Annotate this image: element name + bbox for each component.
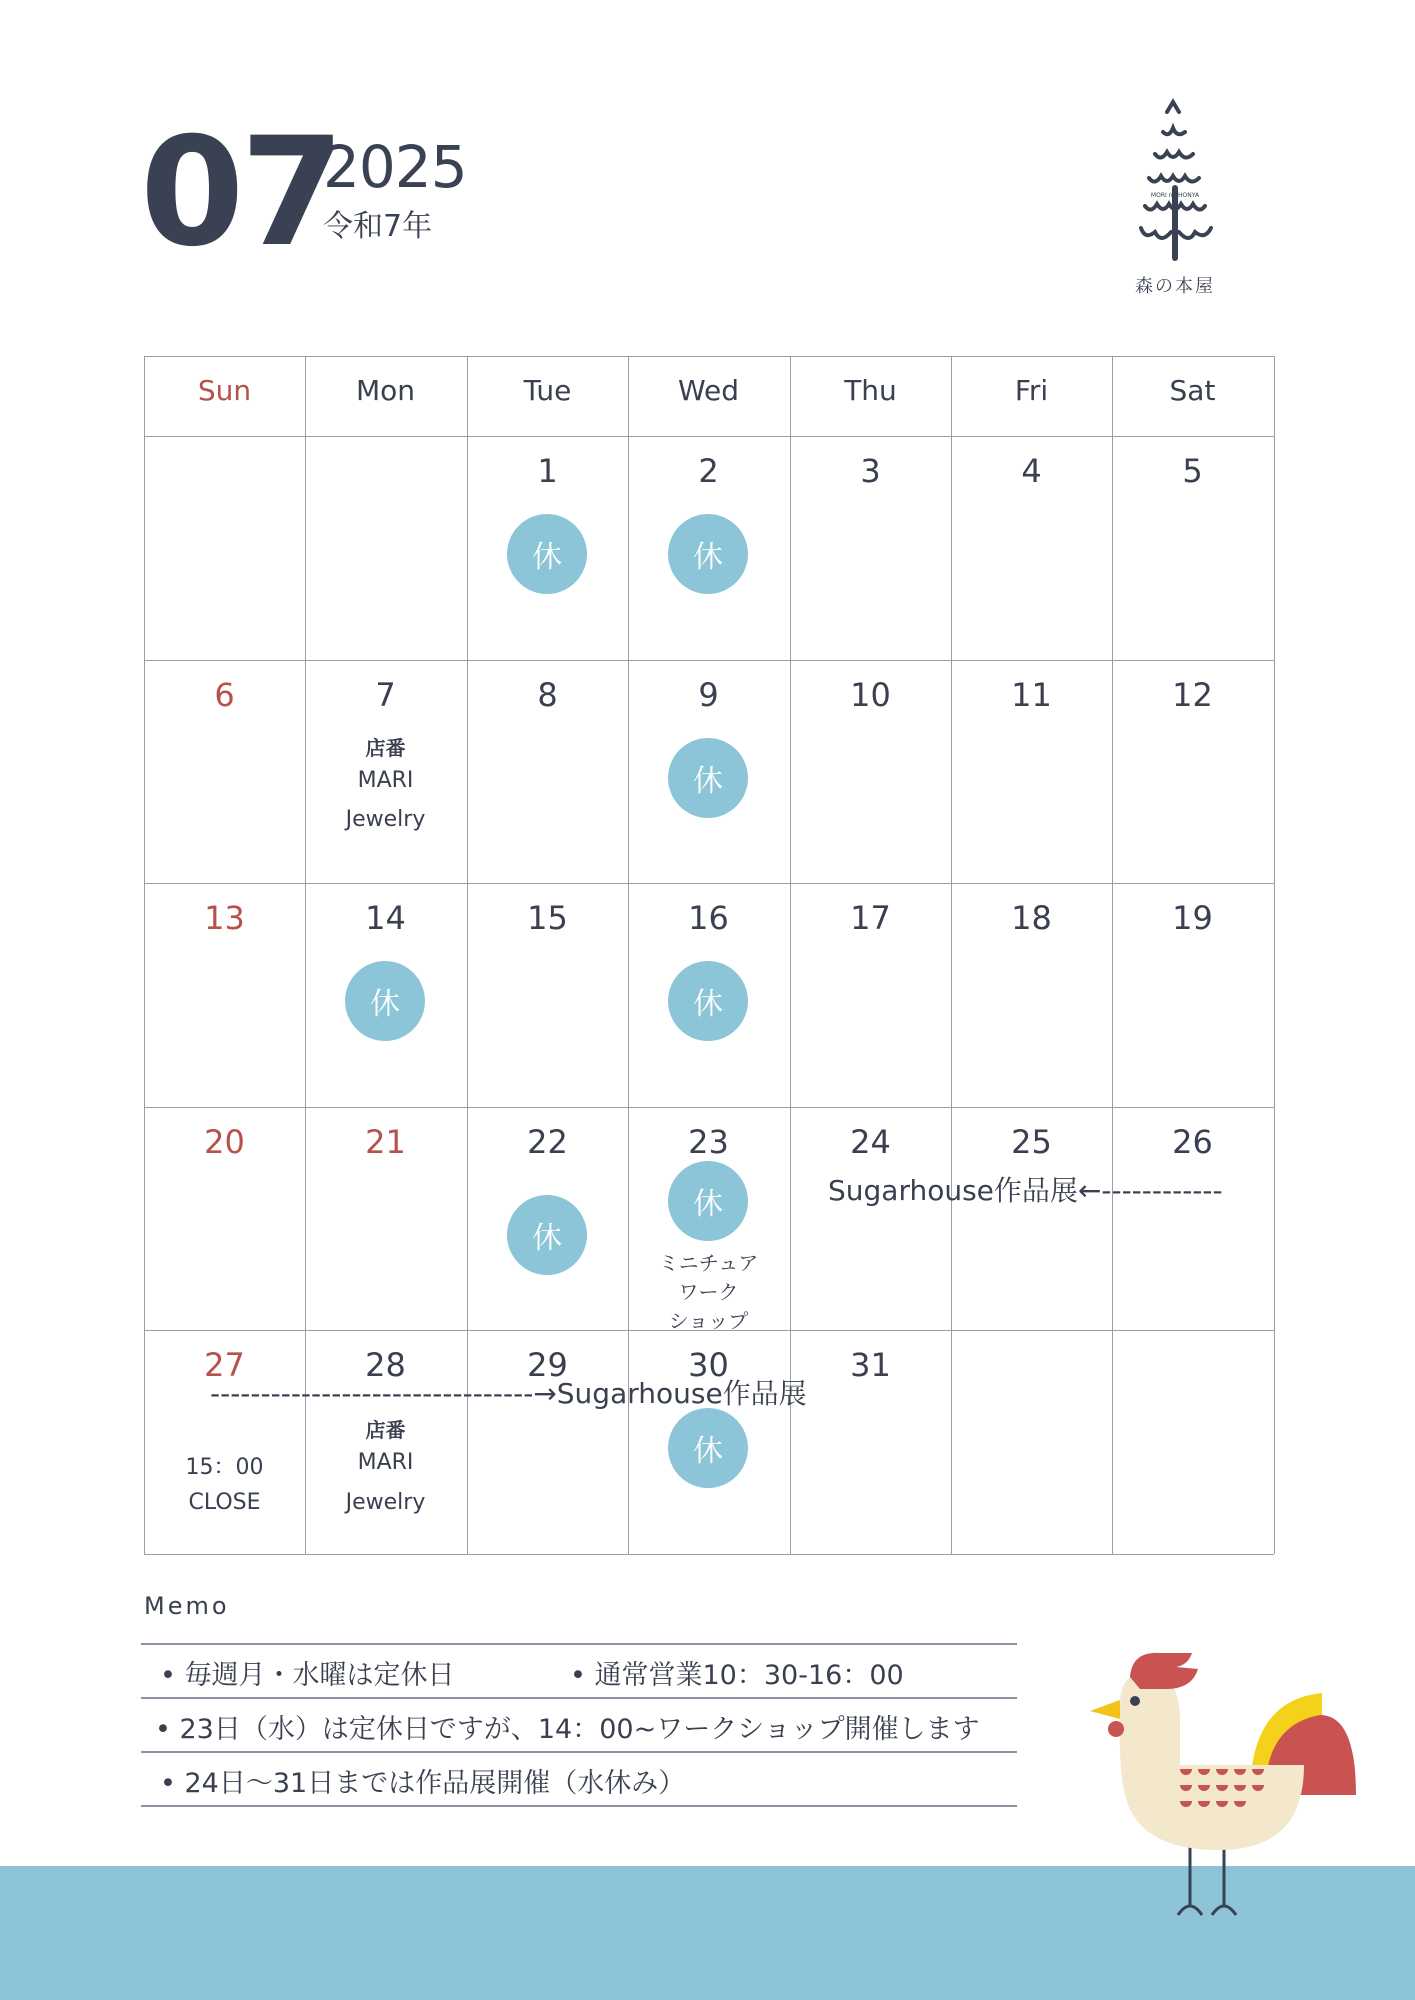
day-number: 8 bbox=[537, 676, 558, 714]
day-number: 6 bbox=[214, 676, 235, 714]
calendar-grid bbox=[144, 356, 1274, 1554]
day-note: ワーク bbox=[678, 1280, 739, 1304]
day-note: 店番 bbox=[365, 736, 406, 760]
day-cell bbox=[144, 1107, 305, 1330]
day-cell bbox=[1112, 883, 1273, 1106]
weekday-sat: Sat bbox=[1169, 374, 1216, 407]
memo-divider bbox=[141, 1751, 1017, 1753]
day-number: 17 bbox=[850, 899, 891, 937]
weekday-tue: Tue bbox=[523, 374, 572, 407]
day-note: CLOSE bbox=[188, 1490, 261, 1515]
day-number: 26 bbox=[1172, 1123, 1213, 1161]
day-cell bbox=[305, 436, 466, 659]
day-cell bbox=[144, 660, 305, 883]
grid-line bbox=[144, 1554, 1274, 1555]
day-number: 2 bbox=[698, 452, 719, 490]
memo-divider bbox=[141, 1643, 1017, 1645]
day-number: 14 bbox=[365, 899, 406, 937]
closed-day-badge: 休 bbox=[668, 961, 748, 1041]
day-number: 15 bbox=[527, 899, 568, 937]
day-number: 7 bbox=[375, 676, 396, 714]
day-number: 27 bbox=[204, 1346, 245, 1384]
day-cell bbox=[467, 1330, 628, 1553]
day-cell bbox=[467, 1107, 628, 1330]
day-cell bbox=[305, 1330, 466, 1553]
weekday-fri: Fri bbox=[1014, 374, 1049, 407]
day-cell bbox=[305, 1107, 466, 1330]
day-cell bbox=[951, 1107, 1112, 1330]
day-number: 18 bbox=[1011, 899, 1052, 937]
day-number: 10 bbox=[850, 676, 891, 714]
day-cell bbox=[305, 883, 466, 1106]
day-number: 19 bbox=[1172, 899, 1213, 937]
day-note: ミニチュア bbox=[658, 1251, 759, 1275]
day-cell bbox=[790, 660, 951, 883]
japanese-era-year: 令和7年 bbox=[323, 209, 433, 244]
day-number: 23 bbox=[688, 1123, 729, 1161]
day-number: 29 bbox=[527, 1346, 568, 1384]
day-cell bbox=[790, 436, 951, 659]
exhibition-banner-end: --------------------------------→Sugarhouse作品展 bbox=[210, 1377, 807, 1410]
memo-business-hours: • 通常営業10：30-16：00 bbox=[570, 1660, 904, 1691]
day-cell bbox=[628, 883, 789, 1106]
day-number: 12 bbox=[1172, 676, 1213, 714]
day-cell bbox=[628, 660, 789, 883]
day-cell bbox=[951, 883, 1112, 1106]
day-cell bbox=[1112, 1330, 1273, 1553]
closed-day-badge: 休 bbox=[668, 514, 748, 594]
memo-exhibition-note: • 24日〜31日までは作品展開催（水休み） bbox=[160, 1768, 686, 1799]
exhibition-banner-start: Sugarhouse作品展←------------ bbox=[828, 1174, 1223, 1207]
closed-day-badge: 休 bbox=[668, 1161, 748, 1241]
memo-workshop-note: • 23日（水）は定休日ですが、14：00~ワークショップ開催します bbox=[155, 1714, 980, 1745]
day-cell bbox=[467, 436, 628, 659]
day-note: 15：00 bbox=[185, 1455, 264, 1480]
closed-day-badge: 休 bbox=[507, 1195, 587, 1275]
day-number: 1 bbox=[537, 452, 558, 490]
day-cell bbox=[1112, 1107, 1273, 1330]
day-number: 30 bbox=[688, 1346, 729, 1384]
day-number: 9 bbox=[698, 676, 719, 714]
logo-subtext: MORI no HONYA bbox=[1150, 192, 1200, 199]
day-cell bbox=[144, 883, 305, 1106]
day-cell bbox=[951, 660, 1112, 883]
memo-closed-days: • 毎週月・水曜は定休日 bbox=[160, 1660, 455, 1691]
rooster-illustration-icon bbox=[1080, 1645, 1365, 1925]
day-note: ショップ bbox=[668, 1309, 749, 1333]
day-cell bbox=[628, 1107, 789, 1333]
day-cell bbox=[951, 436, 1112, 659]
year: 2025 bbox=[323, 133, 467, 201]
day-cell bbox=[790, 1107, 951, 1330]
day-number: 20 bbox=[204, 1123, 245, 1161]
day-number: 13 bbox=[204, 899, 245, 937]
day-cell bbox=[467, 660, 628, 883]
day-cell bbox=[144, 1330, 305, 1553]
day-number: 31 bbox=[850, 1346, 891, 1384]
day-number: 21 bbox=[365, 1123, 406, 1161]
closed-day-badge: 休 bbox=[668, 1408, 748, 1488]
grid-line bbox=[144, 356, 1274, 357]
tree-logo-icon bbox=[1115, 98, 1235, 298]
logo-text: 森の本屋 bbox=[1135, 276, 1215, 297]
day-cell bbox=[951, 1330, 1112, 1553]
day-number: 5 bbox=[1182, 452, 1203, 490]
day-note: Jewelry bbox=[345, 807, 426, 832]
closed-day-badge: 休 bbox=[668, 738, 748, 818]
day-cell bbox=[628, 436, 789, 659]
memo-divider bbox=[141, 1805, 1017, 1807]
closed-day-badge: 休 bbox=[345, 961, 425, 1041]
weekday-wed: Wed bbox=[677, 374, 740, 407]
month-number: 07 bbox=[140, 106, 341, 280]
day-note: 店番 bbox=[365, 1418, 406, 1442]
memo-title: Memo bbox=[144, 1592, 230, 1620]
day-number: 16 bbox=[688, 899, 729, 937]
day-note: MARI bbox=[357, 1450, 414, 1475]
memo-divider bbox=[141, 1697, 1017, 1699]
grid-line bbox=[1274, 356, 1275, 1554]
day-number: 11 bbox=[1011, 676, 1052, 714]
day-cell bbox=[628, 1330, 789, 1553]
day-number: 4 bbox=[1021, 452, 1042, 490]
day-note: MARI bbox=[357, 768, 414, 793]
day-note: Jewelry bbox=[345, 1490, 426, 1515]
weekday-sun: Sun bbox=[197, 374, 252, 407]
day-cell bbox=[467, 883, 628, 1106]
day-number: 3 bbox=[860, 452, 881, 490]
day-number: 25 bbox=[1011, 1123, 1052, 1161]
day-cell bbox=[790, 1330, 951, 1553]
day-cell bbox=[1112, 660, 1273, 883]
day-cell bbox=[144, 436, 305, 659]
day-number: 22 bbox=[527, 1123, 568, 1161]
weekday-thu: Thu bbox=[844, 374, 897, 407]
weekday-mon: Mon bbox=[355, 374, 416, 407]
day-cell bbox=[790, 883, 951, 1106]
day-number: 28 bbox=[365, 1346, 406, 1384]
day-number: 24 bbox=[850, 1123, 891, 1161]
closed-day-badge: 休 bbox=[507, 514, 587, 594]
day-cell bbox=[1112, 436, 1273, 659]
day-cell bbox=[305, 660, 466, 883]
